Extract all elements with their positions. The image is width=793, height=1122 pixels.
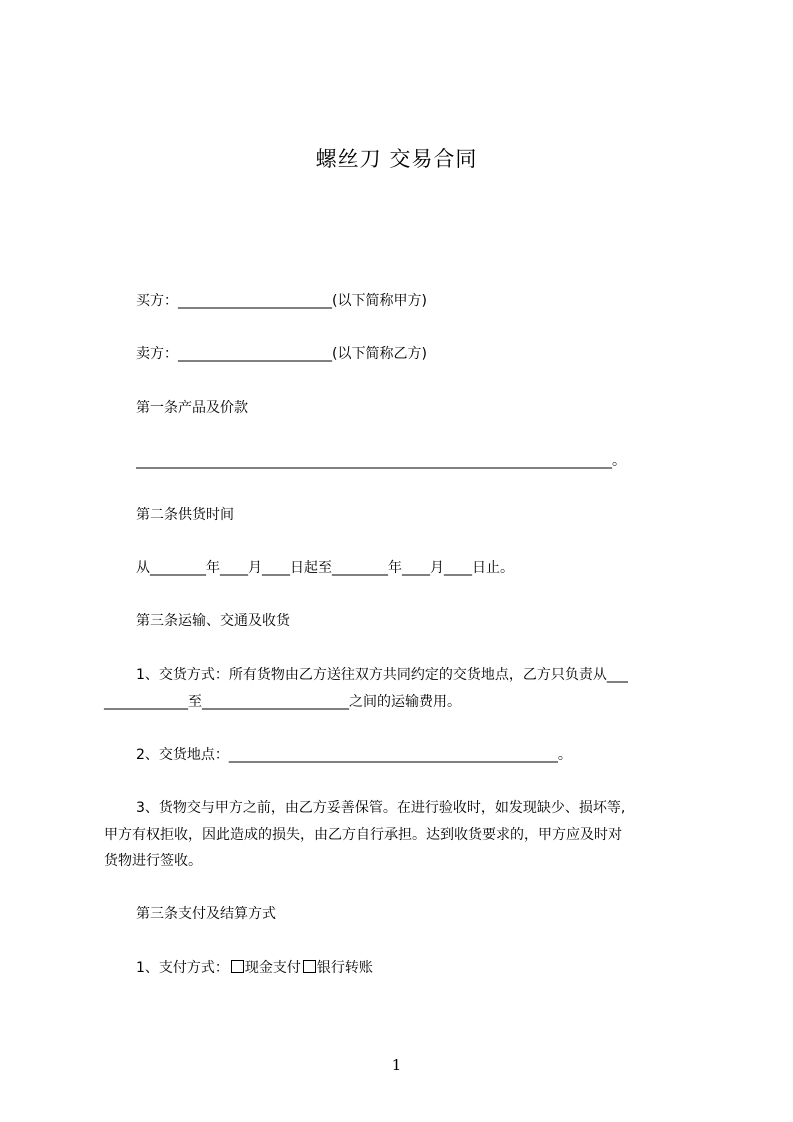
delivery-method-line1: 1、交货方式：所有货物由乙方送往双方共同约定的交货地点，乙方只负责从___ — [136, 667, 628, 683]
storage-line3: 货物进行签收。 — [104, 853, 202, 869]
document-title: 螺丝刀 交易合同 — [315, 147, 478, 171]
article1-heading: 第一条产品及价款 — [136, 400, 248, 416]
cash-checkbox[interactable] — [231, 960, 244, 973]
delivery-method-line2: ____________至_____________________之间的运输费用。 — [104, 694, 461, 710]
article3-heading: 第三条运输、交通及收货 — [136, 613, 290, 629]
cash-option-label: 现金支付 — [244, 960, 301, 976]
storage-line2: 甲方有权拒收，因此造成的损失，由乙方自行承担。达到收货要求的，甲方应及时对 — [104, 827, 622, 843]
payment-method-label: 1、支付方式： — [136, 960, 229, 976]
storage-line1: 3、货物交与甲方之前，由乙方妥善保管。在进行验收时，如发现缺少、损坏等, — [136, 800, 626, 816]
seller-line: 卖方：______________________(以下简称乙方) — [136, 346, 427, 362]
payment-method-line — [136, 958, 373, 978]
delivery-place: 2、交货地点：_______________________________________________。 — [136, 747, 572, 763]
article1-blank-line: ____________________________________________________________________。 — [136, 453, 626, 469]
article2-heading: 第二条供货时间 — [136, 507, 234, 523]
bank-transfer-checkbox[interactable] — [303, 960, 316, 973]
article2-text: 从________年____月____日起至________年____月____日止。 — [136, 560, 514, 576]
page-number: 1 — [391, 1056, 402, 1074]
buyer-line: 买方：______________________(以下简称甲方) — [136, 293, 427, 309]
bank-transfer-option-label: 银行转账 — [316, 960, 373, 976]
payment-heading: 第三条支付及结算方式 — [136, 906, 276, 922]
